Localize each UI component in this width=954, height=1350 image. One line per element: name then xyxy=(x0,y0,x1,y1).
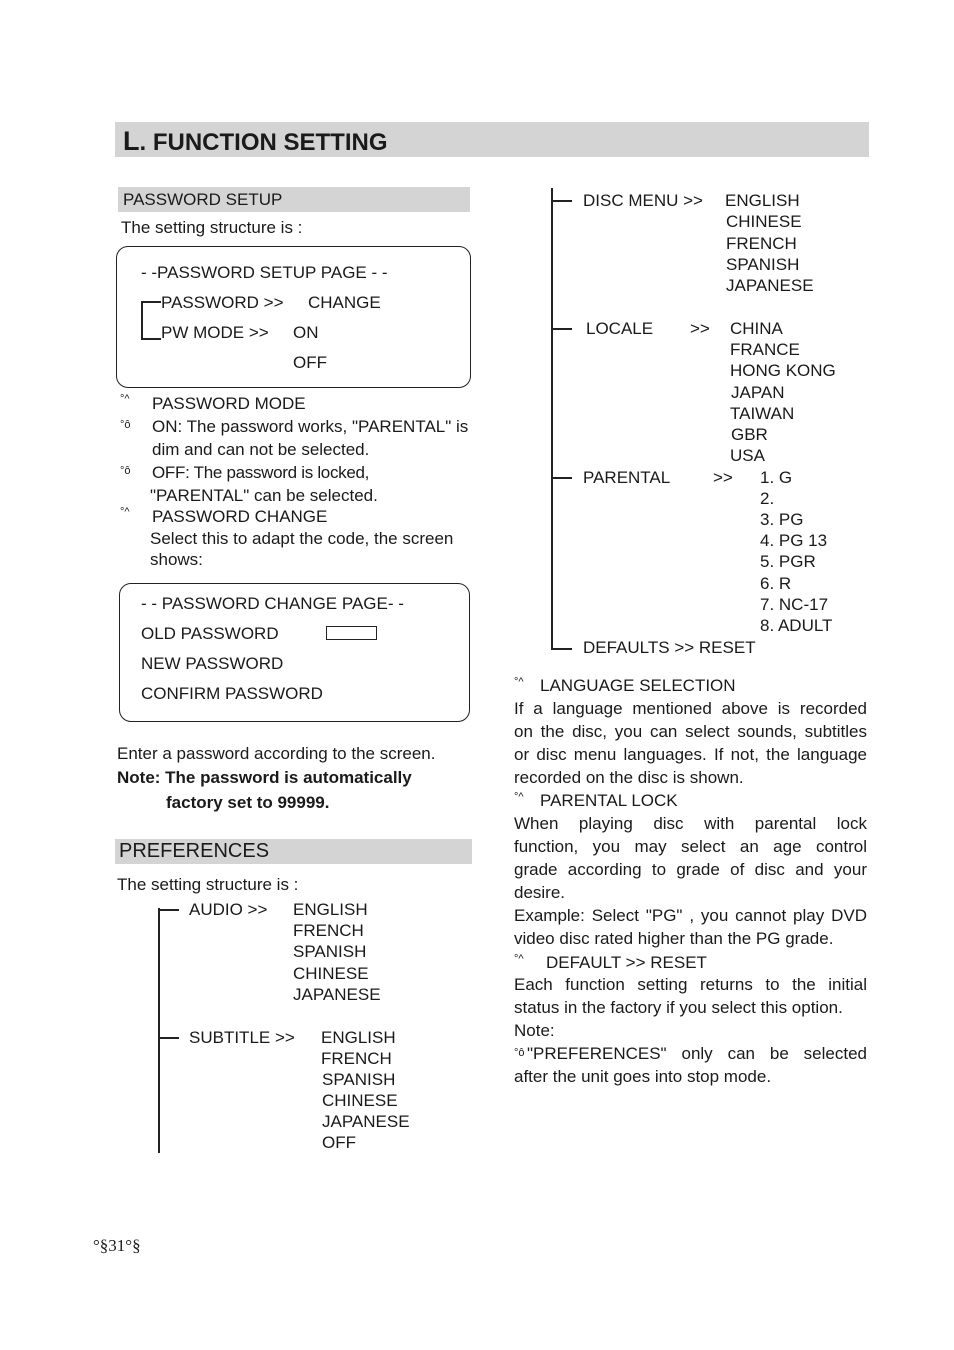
subtitle-option: CHINESE xyxy=(322,1091,398,1110)
pwmode-off: OFF xyxy=(293,353,327,372)
bullet: °^ xyxy=(514,953,524,965)
title-bar xyxy=(115,122,869,157)
off-line2: "PARENTAL" can be selected. xyxy=(150,486,378,505)
default-line: status in the factory if you select this option. xyxy=(514,998,843,1017)
parental-line: function, you may select an age control xyxy=(514,837,867,856)
subtitle-option: FRENCH xyxy=(321,1049,392,1068)
audio-option: SPANISH xyxy=(293,942,367,961)
parental-option: 4. PG 13 xyxy=(760,531,828,550)
audio-label: AUDIO >> xyxy=(189,900,268,919)
password-change-heading: PASSWORD CHANGE xyxy=(152,507,328,526)
old-password-label: OLD PASSWORD xyxy=(141,624,279,643)
locale-option: TAIWAN xyxy=(730,404,795,423)
password-value: CHANGE xyxy=(308,293,381,312)
subtitle-option: SPANISH xyxy=(322,1070,396,1089)
parental-line: When playing disc with parental lock xyxy=(514,814,867,833)
parental-option: 1. G xyxy=(760,468,793,487)
pwmode-on: ON xyxy=(293,323,319,342)
audio-option: ENGLISH xyxy=(293,900,368,919)
title-rest: . FUNCTION SETTING xyxy=(139,129,388,156)
note-label: Note: xyxy=(514,1021,555,1040)
preferences-note-line2: after the unit goes into stop mode. xyxy=(514,1067,772,1086)
disc-menu-option: FRENCH xyxy=(726,234,797,253)
bullet: °^ xyxy=(514,676,524,688)
disc-menu-option: ENGLISH xyxy=(725,191,800,210)
default-reset-heading: DEFAULT >> RESET xyxy=(546,953,707,972)
tree-line xyxy=(551,200,572,202)
tree-line xyxy=(141,338,161,340)
bullet: °^ xyxy=(514,791,524,803)
audio-option: FRENCH xyxy=(293,921,364,940)
note-line1: Note: The password is automatically xyxy=(117,768,412,787)
subtitle-option: OFF xyxy=(322,1133,356,1152)
password-setup-page-title: - -PASSWORD SETUP PAGE - - xyxy=(141,263,388,282)
lang-line: If a language mentioned above is recorded xyxy=(514,699,867,718)
parental-line: Example: Select "PG" , you cannot play DVD xyxy=(514,906,867,925)
locale-option: FRANCE xyxy=(730,340,800,359)
default-line: Each function setting returns to the initial xyxy=(514,975,867,994)
confirm-password-label: CONFIRM PASSWORD xyxy=(141,684,323,703)
locale-option: GBR xyxy=(731,425,768,444)
locale-arrow: >> xyxy=(690,319,710,338)
locale-option: CHINA xyxy=(730,319,783,338)
audio-option: JAPANESE xyxy=(293,985,381,1004)
password-mode-heading: PASSWORD MODE xyxy=(152,394,306,413)
parental-option: 8. ADULT xyxy=(760,616,833,635)
password-setup-heading: PASSWORD SETUP xyxy=(123,190,283,209)
page-title xyxy=(123,126,388,157)
parental-line: video disc rated higher than the PG grade. xyxy=(514,929,834,948)
parental-option: 5. PGR xyxy=(760,552,816,571)
defaults-label: DEFAULTS >> RESET xyxy=(583,638,756,657)
language-selection-heading: LANGUAGE SELECTION xyxy=(540,676,736,695)
parental-option: 6. R xyxy=(760,574,792,593)
locale-option: JAPAN xyxy=(731,383,785,402)
parental-line: grade according to grade of disc and your xyxy=(514,860,867,879)
page-number: °§31°§ xyxy=(93,1236,141,1255)
parental-label: PARENTAL xyxy=(583,468,671,487)
off-line1: OFF: The password is locked, xyxy=(152,463,370,482)
on-line1: ON: The password works, "PARENTAL" is xyxy=(152,417,469,436)
locale-label: LOCALE xyxy=(586,319,654,338)
small-bullet: °ô xyxy=(120,465,131,477)
lang-line: or disc menu languages. If not, the language xyxy=(514,745,867,764)
subtitle-option: JAPANESE xyxy=(322,1112,410,1131)
tree-line xyxy=(551,477,572,479)
parental-line: desire. xyxy=(514,883,566,902)
bullet: °^ xyxy=(120,506,130,518)
new-password-label: NEW PASSWORD xyxy=(141,654,284,673)
small-bullet: °ô xyxy=(514,1047,525,1059)
parental-lock-heading: PARENTAL LOCK xyxy=(540,791,678,810)
disc-menu-option: CHINESE xyxy=(726,212,802,231)
password-label: PASSWORD >> xyxy=(161,293,284,312)
password-change-page-title: - - PASSWORD CHANGE PAGE- - xyxy=(141,594,404,613)
bullet: °^ xyxy=(120,393,130,405)
parental-option: 2. xyxy=(760,489,775,508)
password-setup-intro: The setting structure is : xyxy=(121,218,303,237)
preferences-intro: The setting structure is : xyxy=(117,875,299,894)
parental-option: 3. PG xyxy=(760,510,804,529)
locale-option: HONG KONG xyxy=(730,361,836,380)
enter-password-text: Enter a password according to the screen. xyxy=(117,744,436,763)
disc-menu-option: SPANISH xyxy=(726,255,800,274)
small-bullet: °ô xyxy=(120,419,131,431)
lang-line: on the disc, you can select sounds, subtitles xyxy=(514,722,867,741)
title-initial: L xyxy=(123,126,140,156)
tree-line xyxy=(158,909,179,911)
subtitle-label: SUBTITLE >> xyxy=(189,1028,295,1047)
on-line2: dim and can not be selected. xyxy=(152,440,370,459)
tree-line xyxy=(141,301,161,303)
audio-option: CHINESE xyxy=(293,964,369,983)
lang-line: recorded on the disc is shown. xyxy=(514,768,744,787)
parental-arrow: >> xyxy=(713,468,733,487)
change-line1: Select this to adapt the code, the screen xyxy=(150,529,454,548)
disc-menu-label: DISC MENU >> xyxy=(583,191,703,210)
change-line2: shows: xyxy=(150,550,203,569)
note-line2: factory set to 99999. xyxy=(166,793,330,812)
preferences-note-line1: "PREFERENCES" only can be selected xyxy=(527,1044,867,1063)
tree-line xyxy=(551,188,553,650)
pwmode-label: PW MODE >> xyxy=(161,323,269,342)
tree-line xyxy=(551,328,572,330)
parental-option: 7. NC-17 xyxy=(760,595,829,614)
tree-line xyxy=(158,1037,179,1039)
locale-option: USA xyxy=(730,446,765,465)
old-password-field[interactable] xyxy=(326,626,377,640)
disc-menu-option: JAPANESE xyxy=(726,276,814,295)
preferences-heading: PREFERENCES xyxy=(119,840,270,862)
tree-line xyxy=(141,301,143,339)
tree-line xyxy=(158,908,160,1153)
tree-line xyxy=(551,648,572,650)
subtitle-option: ENGLISH xyxy=(321,1028,396,1047)
